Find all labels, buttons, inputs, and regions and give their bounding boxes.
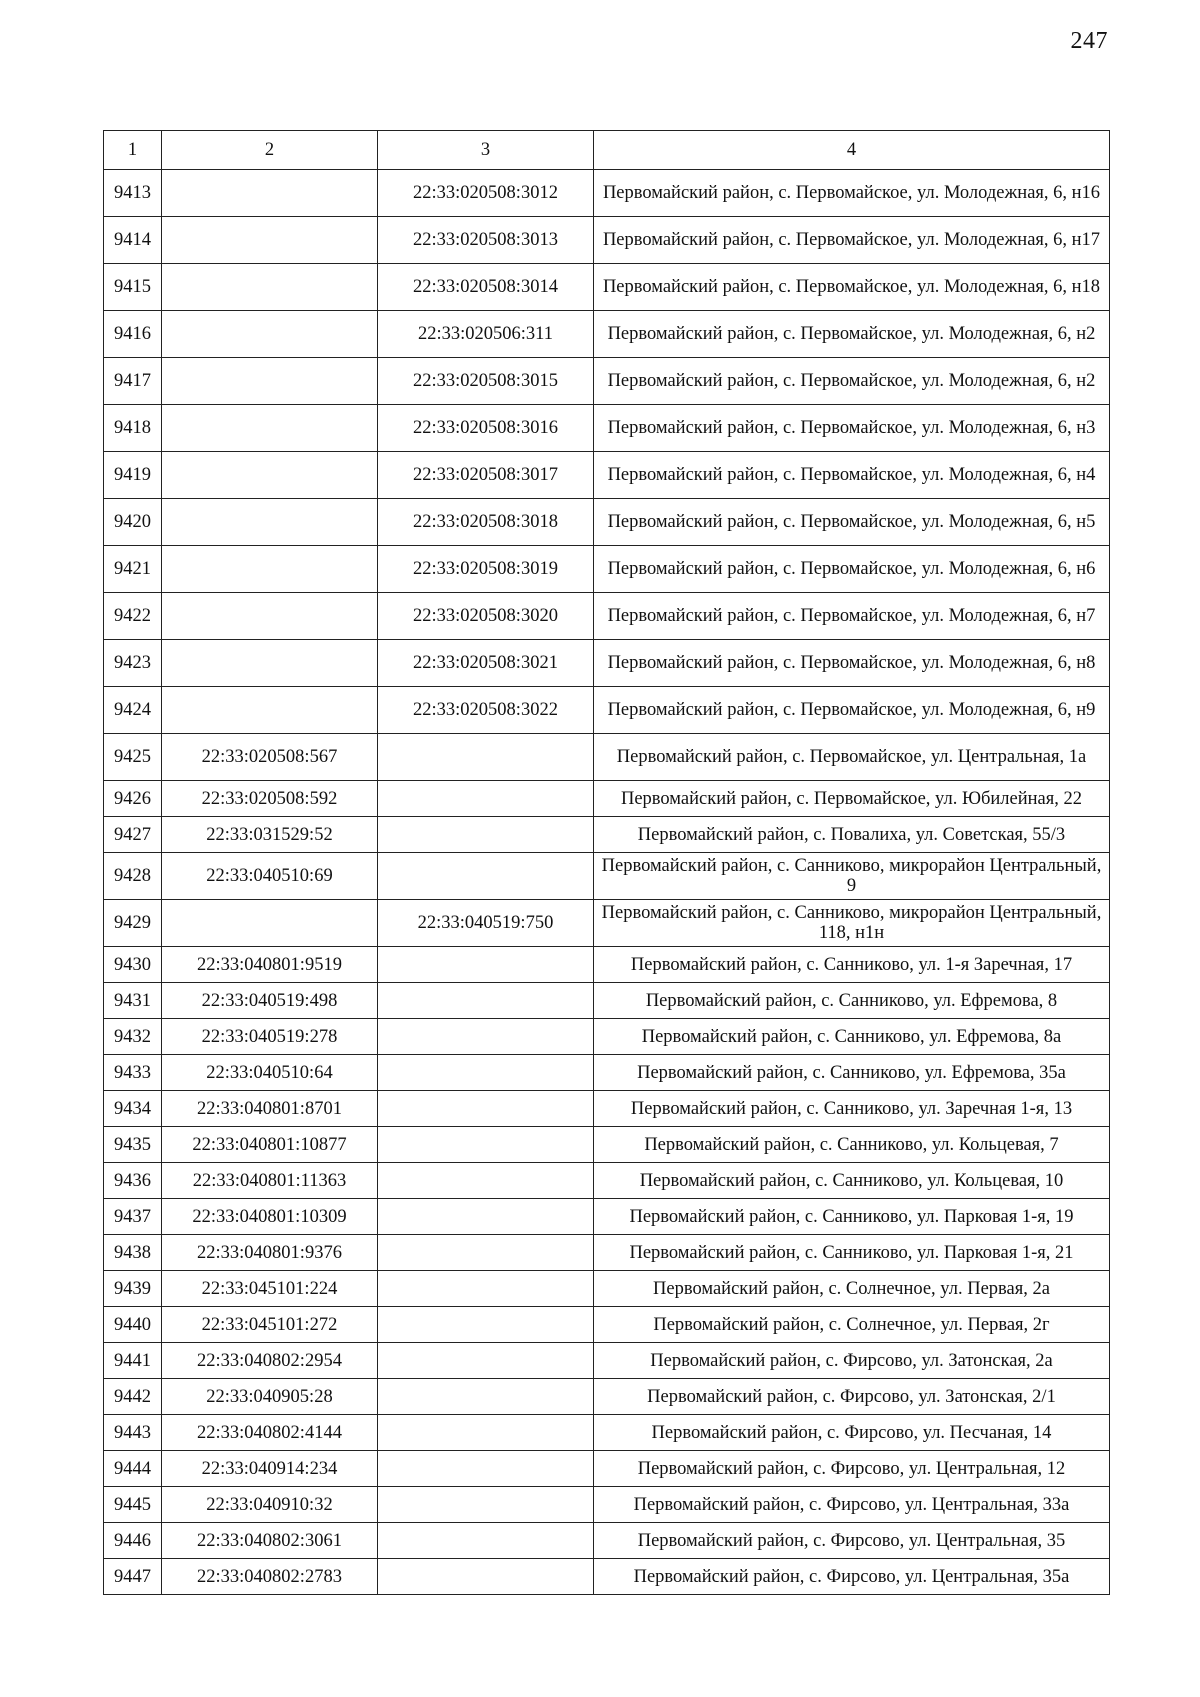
table-row (104, 1487, 1110, 1523)
cadastral-number-cell: 22:33:040519:498 (162, 983, 378, 1019)
row-number-cell: 9415 (104, 264, 162, 311)
row-number-cell: 9442 (104, 1379, 162, 1415)
address-cell: Первомайский район, с. Санниково, ул. Заречная 1-я, 13 (594, 1091, 1110, 1127)
cadastral-number-cell (162, 687, 378, 734)
premises-cadastral-cell (378, 1163, 594, 1199)
premises-cadastral-cell: 22:33:020508:3018 (378, 499, 594, 546)
address-cell: Первомайский район, с. Фирсово, ул. Центральная, 12 (594, 1451, 1110, 1487)
cadastral-number-cell: 22:33:040801:9519 (162, 947, 378, 983)
table-row (104, 734, 1110, 781)
row-number-cell: 9434 (104, 1091, 162, 1127)
premises-cadastral-cell (378, 1235, 594, 1271)
premises-cadastral-cell: 22:33:020508:3013 (378, 217, 594, 264)
address-cell: Первомайский район, с. Фирсово, ул. Песчаная, 14 (594, 1415, 1110, 1451)
premises-cadastral-cell: 22:33:020508:3016 (378, 405, 594, 452)
column-header-4: 4 (594, 131, 1110, 170)
row-number-cell: 9441 (104, 1343, 162, 1379)
premises-cadastral-cell (378, 1091, 594, 1127)
row-number-cell: 9443 (104, 1415, 162, 1451)
table-row (104, 264, 1110, 311)
table-row (104, 1235, 1110, 1271)
cadastral-number-cell: 22:33:045101:272 (162, 1307, 378, 1343)
premises-cadastral-cell (378, 734, 594, 781)
address-cell: Первомайский район, с. Санниково, ул. Ефремова, 35а (594, 1055, 1110, 1091)
row-number-cell: 9416 (104, 311, 162, 358)
row-number-cell: 9446 (104, 1523, 162, 1559)
cadastral-number-cell (162, 640, 378, 687)
cadastral-number-cell (162, 264, 378, 311)
cadastral-number-cell (162, 546, 378, 593)
cadastral-number-cell (162, 358, 378, 405)
table-row (104, 405, 1110, 452)
address-cell: Первомайский район, с. Первомайское, ул. Молодежная, 6, н17 (594, 217, 1110, 264)
address-cell: Первомайский район, с. Первомайское, ул. Центральная, 1а (594, 734, 1110, 781)
premises-cadastral-cell: 22:33:020508:3014 (378, 264, 594, 311)
address-cell: Первомайский район, с. Повалиха, ул. Советская, 55/3 (594, 817, 1110, 853)
table-body (104, 170, 1110, 1595)
address-cell: Первомайский район, с. Фирсово, ул. Центральная, 35 (594, 1523, 1110, 1559)
row-number-cell: 9433 (104, 1055, 162, 1091)
address-cell: Первомайский район, с. Санниково, микрорайон Центральный, 118, н1н (594, 900, 1110, 947)
address-cell: Первомайский район, с. Санниково, ул. Кольцевая, 10 (594, 1163, 1110, 1199)
table-row (104, 1199, 1110, 1235)
cadastral-number-cell: 22:33:040802:4144 (162, 1415, 378, 1451)
premises-cadastral-cell (378, 1523, 594, 1559)
cadastral-number-cell: 22:33:040519:278 (162, 1019, 378, 1055)
address-cell: Первомайский район, с. Первомайское, ул. Молодежная, 6, н16 (594, 170, 1110, 217)
address-cell: Первомайский район, с. Первомайское, ул. Молодежная, 6, н8 (594, 640, 1110, 687)
row-number-cell: 9420 (104, 499, 162, 546)
table-row (104, 947, 1110, 983)
row-number-cell: 9439 (104, 1271, 162, 1307)
address-cell: Первомайский район, с. Первомайское, ул. Молодежная, 6, н4 (594, 452, 1110, 499)
row-number-cell: 9413 (104, 170, 162, 217)
premises-cadastral-cell: 22:33:040519:750 (378, 900, 594, 947)
address-cell: Первомайский район, с. Фирсово, ул. Затонская, 2а (594, 1343, 1110, 1379)
table-row (104, 170, 1110, 217)
address-cell: Первомайский район, с. Первомайское, ул. Молодежная, 6, н7 (594, 593, 1110, 640)
address-cell: Первомайский район, с. Санниково, ул. Ефремова, 8а (594, 1019, 1110, 1055)
address-cell: Первомайский район, с. Первомайское, ул. Молодежная, 6, н5 (594, 499, 1110, 546)
cadastral-number-cell: 22:33:040910:32 (162, 1487, 378, 1523)
row-number-cell: 9447 (104, 1559, 162, 1595)
cadastral-number-cell: 22:33:020508:567 (162, 734, 378, 781)
premises-cadastral-cell (378, 781, 594, 817)
premises-cadastral-cell (378, 1271, 594, 1307)
address-cell: Первомайский район, с. Фирсово, ул. Затонская, 2/1 (594, 1379, 1110, 1415)
premises-cadastral-cell: 22:33:020508:3021 (378, 640, 594, 687)
address-cell: Первомайский район, с. Фирсово, ул. Центральная, 35а (594, 1559, 1110, 1595)
premises-cadastral-cell (378, 1343, 594, 1379)
table-row (104, 217, 1110, 264)
premises-cadastral-cell (378, 1019, 594, 1055)
address-cell: Первомайский район, с. Солнечное, ул. Первая, 2а (594, 1271, 1110, 1307)
address-cell: Первомайский район, с. Первомайское, ул. Молодежная, 6, н2 (594, 358, 1110, 405)
cadastral-number-cell: 22:33:040801:10309 (162, 1199, 378, 1235)
cadastral-number-cell: 22:33:040801:11363 (162, 1163, 378, 1199)
table-row (104, 817, 1110, 853)
premises-cadastral-cell (378, 1451, 594, 1487)
row-number-cell: 9438 (104, 1235, 162, 1271)
row-number-cell: 9440 (104, 1307, 162, 1343)
cadastral-number-cell (162, 593, 378, 640)
cadastral-number-cell: 22:33:040802:2783 (162, 1559, 378, 1595)
premises-cadastral-cell (378, 817, 594, 853)
row-number-cell: 9432 (104, 1019, 162, 1055)
row-number-cell: 9437 (104, 1199, 162, 1235)
row-number-cell: 9423 (104, 640, 162, 687)
premises-cadastral-cell (378, 1487, 594, 1523)
cadastral-number-cell: 22:33:040802:2954 (162, 1343, 378, 1379)
cadastral-number-cell: 22:33:045101:224 (162, 1271, 378, 1307)
cadastral-number-cell (162, 405, 378, 452)
row-number-cell: 9417 (104, 358, 162, 405)
premises-cadastral-cell (378, 1559, 594, 1595)
cadastral-number-cell (162, 170, 378, 217)
cadastral-number-cell (162, 900, 378, 947)
table-row (104, 900, 1110, 947)
table-row (104, 853, 1110, 900)
address-cell: Первомайский район, с. Первомайское, ул. Молодежная, 6, н9 (594, 687, 1110, 734)
table-row (104, 983, 1110, 1019)
address-cell: Первомайский район, с. Санниково, ул. Парковая 1-я, 21 (594, 1235, 1110, 1271)
table-row (104, 499, 1110, 546)
page-number: 247 (1070, 28, 1108, 54)
address-cell: Первомайский район, с. Санниково, микрорайон Центральный, 9 (594, 853, 1110, 900)
cadastral-number-cell (162, 499, 378, 546)
row-number-cell: 9414 (104, 217, 162, 264)
cadastral-number-cell: 22:33:040510:64 (162, 1055, 378, 1091)
row-number-cell: 9419 (104, 452, 162, 499)
row-number-cell: 9431 (104, 983, 162, 1019)
address-cell: Первомайский район, с. Санниково, ул. 1-я Заречная, 17 (594, 947, 1110, 983)
address-cell: Первомайский район, с. Первомайское, ул. Молодежная, 6, н18 (594, 264, 1110, 311)
cadastral-number-cell (162, 217, 378, 264)
table-row (104, 593, 1110, 640)
registry-table (103, 130, 1110, 1595)
cadastral-number-cell: 22:33:040510:69 (162, 853, 378, 900)
premises-cadastral-cell (378, 1415, 594, 1451)
cadastral-number-cell: 22:33:020508:592 (162, 781, 378, 817)
row-number-cell: 9429 (104, 900, 162, 947)
column-header-2: 2 (162, 131, 378, 170)
table-row (104, 452, 1110, 499)
table-header-row (104, 131, 1110, 170)
premises-cadastral-cell (378, 1307, 594, 1343)
cadastral-number-cell: 22:33:040801:10877 (162, 1127, 378, 1163)
cadastral-number-cell: 22:33:040905:28 (162, 1379, 378, 1415)
address-cell: Первомайский район, с. Первомайское, ул. Молодежная, 6, н6 (594, 546, 1110, 593)
table-row (104, 1019, 1110, 1055)
table-row (104, 1163, 1110, 1199)
row-number-cell: 9445 (104, 1487, 162, 1523)
row-number-cell: 9436 (104, 1163, 162, 1199)
cadastral-number-cell: 22:33:040801:8701 (162, 1091, 378, 1127)
cadastral-number-cell (162, 311, 378, 358)
table-row (104, 1343, 1110, 1379)
table-row (104, 1379, 1110, 1415)
table-row (104, 311, 1110, 358)
premises-cadastral-cell: 22:33:020508:3012 (378, 170, 594, 217)
table-row (104, 640, 1110, 687)
premises-cadastral-cell: 22:33:020508:3015 (378, 358, 594, 405)
table-row (104, 687, 1110, 734)
premises-cadastral-cell: 22:33:020508:3022 (378, 687, 594, 734)
table-row (104, 1055, 1110, 1091)
premises-cadastral-cell (378, 1055, 594, 1091)
row-number-cell: 9424 (104, 687, 162, 734)
premises-cadastral-cell: 22:33:020506:311 (378, 311, 594, 358)
column-header-1: 1 (104, 131, 162, 170)
row-number-cell: 9428 (104, 853, 162, 900)
row-number-cell: 9422 (104, 593, 162, 640)
address-cell: Первомайский район, с. Фирсово, ул. Центральная, 33а (594, 1487, 1110, 1523)
premises-cadastral-cell (378, 947, 594, 983)
row-number-cell: 9427 (104, 817, 162, 853)
address-cell: Первомайский район, с. Солнечное, ул. Первая, 2г (594, 1307, 1110, 1343)
row-number-cell: 9430 (104, 947, 162, 983)
row-number-cell: 9421 (104, 546, 162, 593)
address-cell: Первомайский район, с. Первомайское, ул. Молодежная, 6, н3 (594, 405, 1110, 452)
address-cell: Первомайский район, с. Первомайское, ул. Молодежная, 6, н2 (594, 311, 1110, 358)
row-number-cell: 9418 (104, 405, 162, 452)
premises-cadastral-cell: 22:33:020508:3019 (378, 546, 594, 593)
cadastral-number-cell: 22:33:031529:52 (162, 817, 378, 853)
row-number-cell: 9435 (104, 1127, 162, 1163)
premises-cadastral-cell (378, 1379, 594, 1415)
table-row (104, 1307, 1110, 1343)
address-cell: Первомайский район, с. Санниково, ул. Парковая 1-я, 19 (594, 1199, 1110, 1235)
cadastral-number-cell: 22:33:040801:9376 (162, 1235, 378, 1271)
premises-cadastral-cell: 22:33:020508:3020 (378, 593, 594, 640)
table-row (104, 1127, 1110, 1163)
address-cell: Первомайский район, с. Санниково, ул. Кольцевая, 7 (594, 1127, 1110, 1163)
cadastral-number-cell: 22:33:040914:234 (162, 1451, 378, 1487)
cadastral-number-cell: 22:33:040802:3061 (162, 1523, 378, 1559)
column-header-3: 3 (378, 131, 594, 170)
table-row (104, 781, 1110, 817)
table-row (104, 1451, 1110, 1487)
row-number-cell: 9426 (104, 781, 162, 817)
row-number-cell: 9425 (104, 734, 162, 781)
cadastral-number-cell (162, 452, 378, 499)
address-cell: Первомайский район, с. Санниково, ул. Ефремова, 8 (594, 983, 1110, 1019)
premises-cadastral-cell: 22:33:020508:3017 (378, 452, 594, 499)
address-cell: Первомайский район, с. Первомайское, ул. Юбилейная, 22 (594, 781, 1110, 817)
table-row (104, 1415, 1110, 1451)
row-number-cell: 9444 (104, 1451, 162, 1487)
premises-cadastral-cell (378, 983, 594, 1019)
premises-cadastral-cell (378, 1127, 594, 1163)
table-row (104, 1091, 1110, 1127)
table-row (104, 1271, 1110, 1307)
premises-cadastral-cell (378, 853, 594, 900)
table-row (104, 1523, 1110, 1559)
table-row (104, 358, 1110, 405)
table-row (104, 1559, 1110, 1595)
table-row (104, 546, 1110, 593)
premises-cadastral-cell (378, 1199, 594, 1235)
